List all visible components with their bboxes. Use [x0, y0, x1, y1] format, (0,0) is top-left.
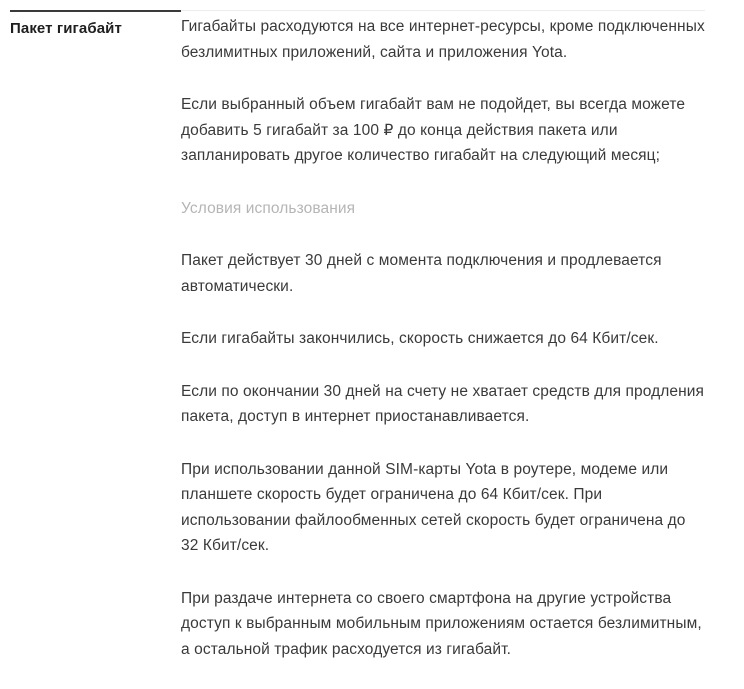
feature-title: Пакет гигабайт	[10, 20, 122, 37]
feature-label-column	[10, 10, 181, 39]
description-paragraph: При раздаче интернета со своего смартфона на другие устройства доступ к выбранным мобильным приложениям остается безлимитным, а остальной трафик расходуется из гигабайт.	[181, 589, 702, 658]
description-paragraph: При использовании данной SIM-карты Yota в роутере, модеме или планшете скорость будет ограничена до 64 Кбит/сек. При использовании файлообменных сетей скорость будет ограничена до 32 Кбит/сек.	[181, 460, 686, 554]
section-subheading: Условия использования	[181, 199, 356, 217]
feature-description-column	[181, 10, 705, 689]
description-paragraph: Если по окончании 30 дней на счету не хватает средств для продления пакета, доступ в интернет приостанавливается.	[181, 382, 705, 425]
description-paragraph: Пакет действует 30 дней с момента подключения и продлевается автоматически.	[181, 252, 662, 295]
description-paragraph: Если выбранный объем гигабайт вам не подойдет, вы всегда можете добавить 5 гигабайт за 100 ₽ до конца действия пакета или запланировать другое количество гигабайт на следующий месяц;	[181, 96, 686, 164]
tariff-feature-row	[10, 10, 720, 689]
description-paragraph: Если гигабайты закончились, скорость снижается до 64 Кбит/сек.	[181, 330, 659, 347]
description-paragraph: Гигабайты расходуются на все интернет-ресурсы, кроме подключенных безлимитных приложений, сайта и приложения Yota.	[181, 18, 705, 61]
